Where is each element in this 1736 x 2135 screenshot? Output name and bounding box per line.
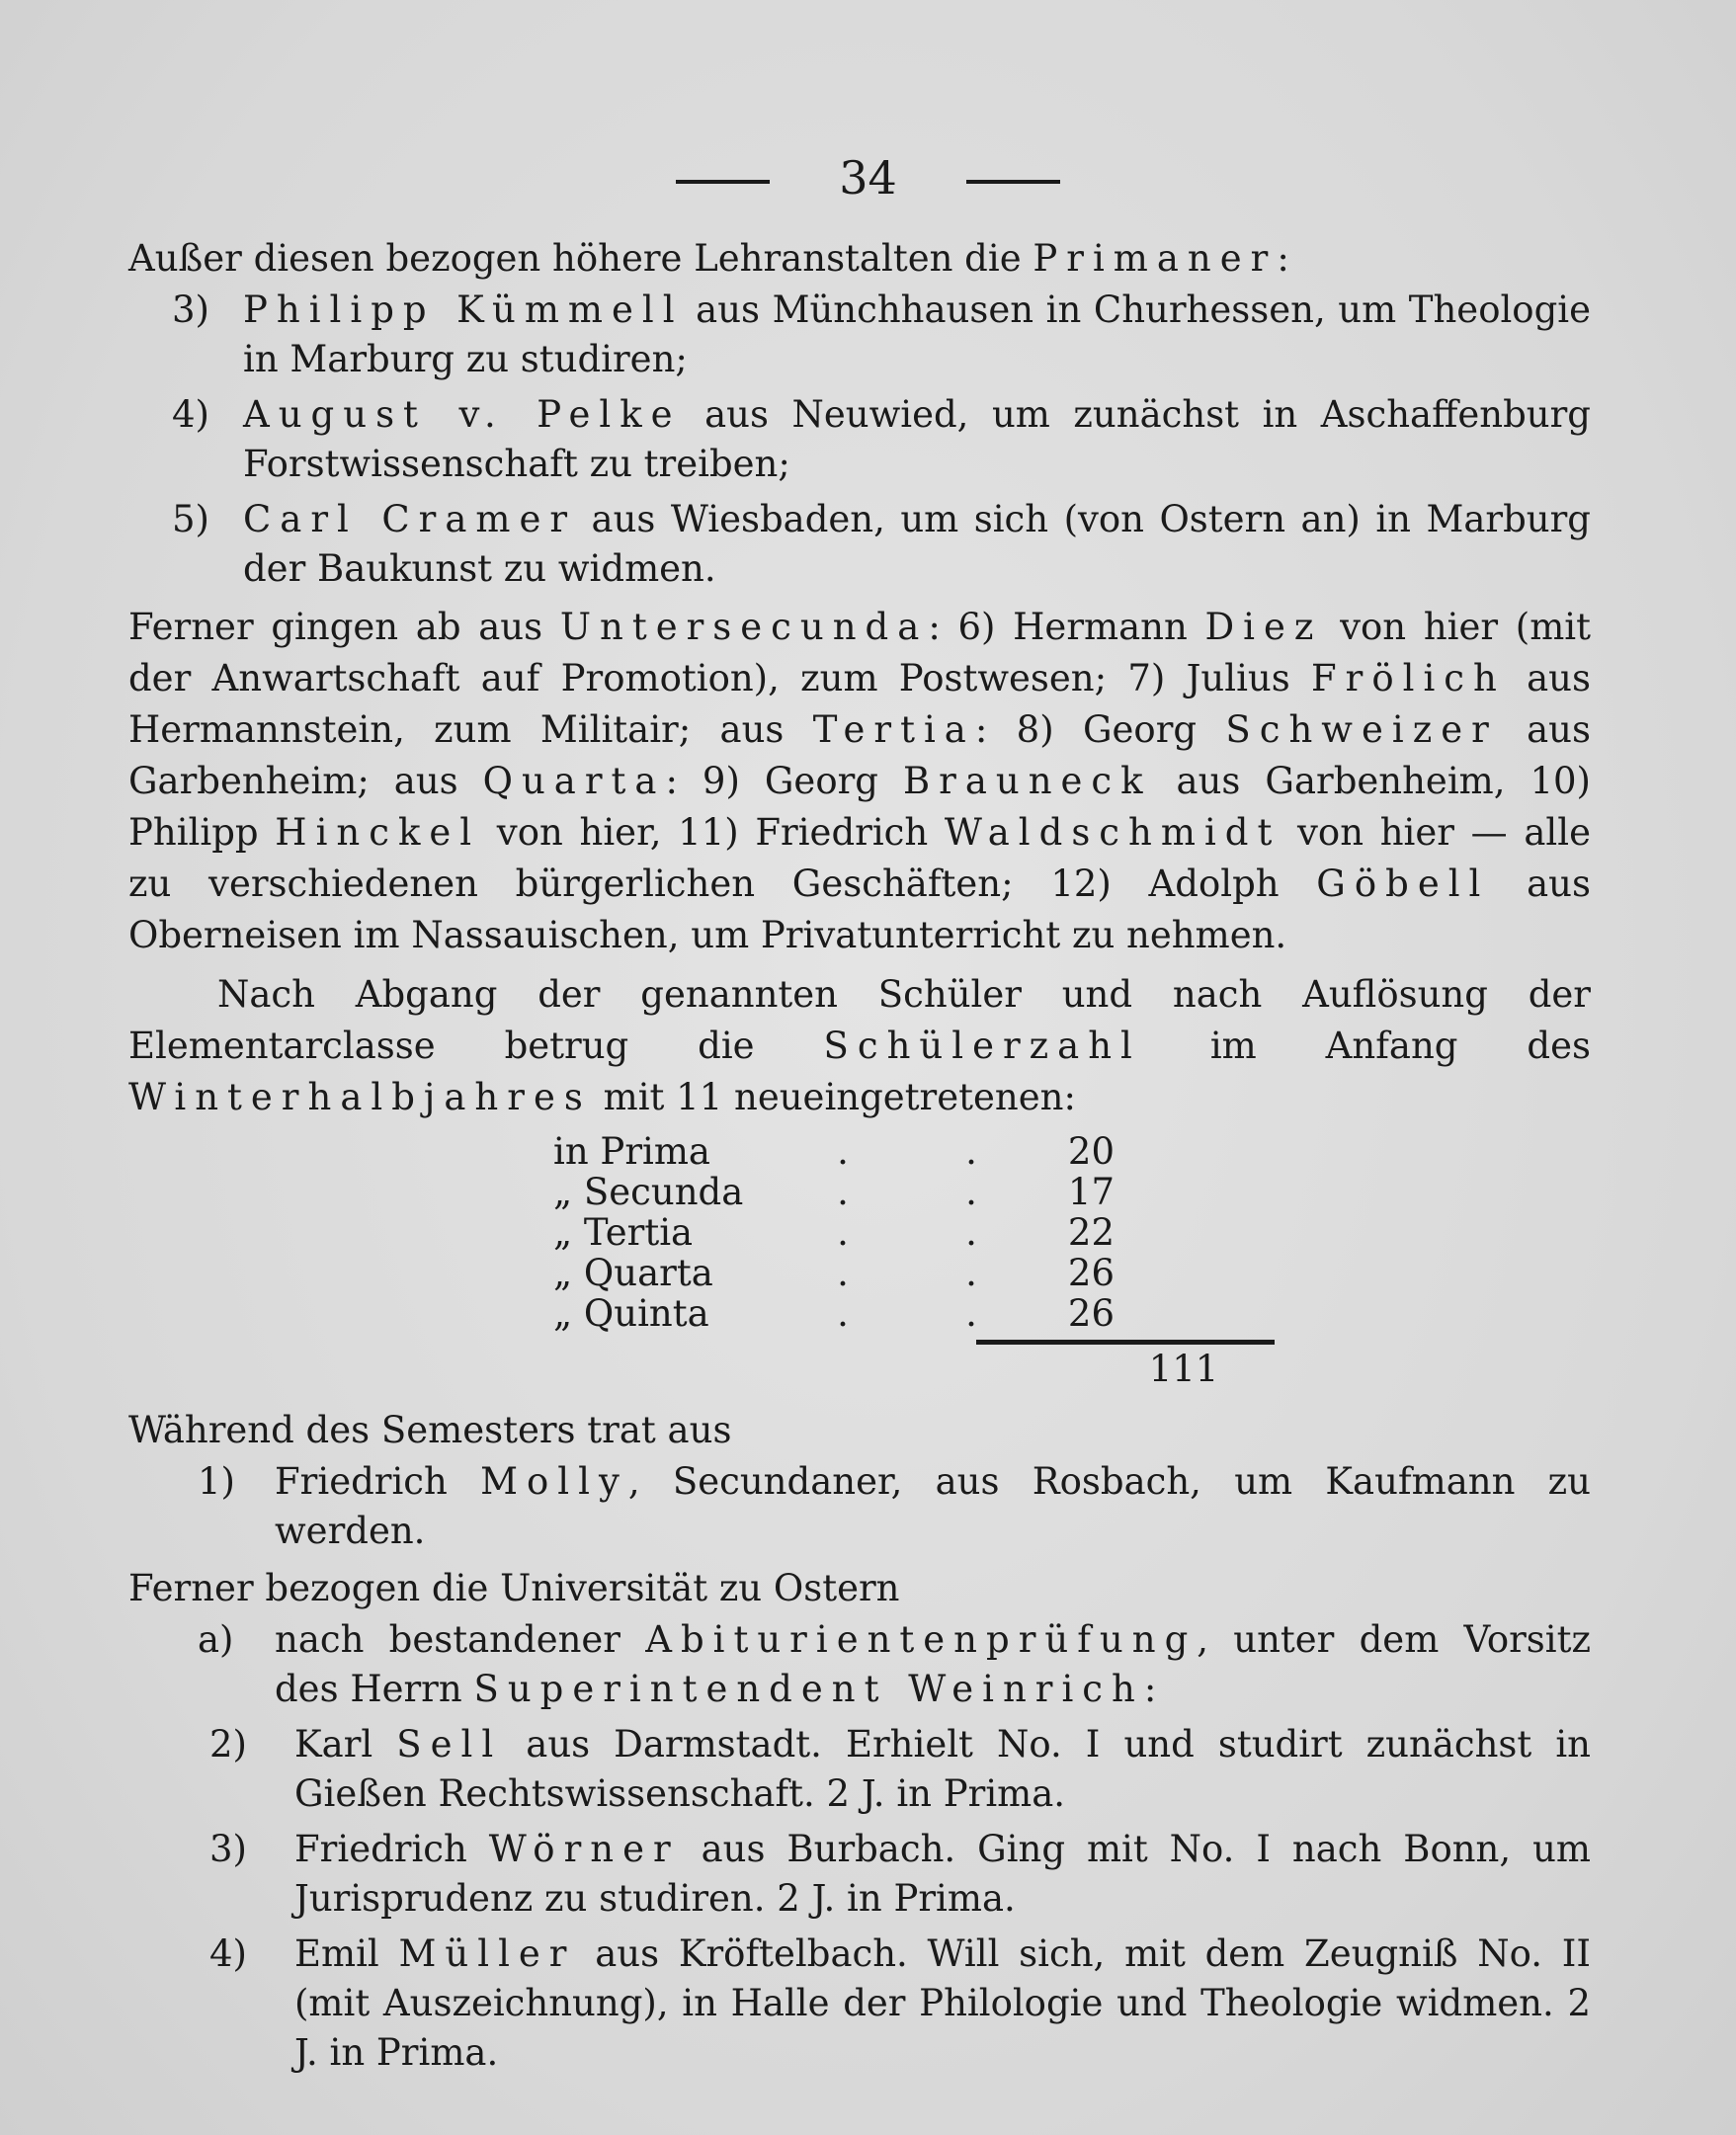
table-row: „ Quinta . . 26 [553, 1292, 1115, 1335]
intro-line: Außer diesen bezogen höhere Lehranstalten die Primaner: [128, 237, 1289, 280]
page-header [0, 148, 1736, 207]
list-item: 3) Friedrich Wörner aus Burbach. Ging mit No. I nach Bonn, um Jurisprudenz zu studiren. 2 J. in Prima. [209, 1828, 1591, 1920]
list-item: 4) August v. Pelke aus Neuwied, um zunächst in Aschaffenburg Forstwissenschaft zu treiben; [172, 393, 1591, 485]
header-rule-left [676, 180, 770, 184]
table-row: „ Tertia . . 22 [553, 1211, 1115, 1254]
table-row: in Prima . . 20 [553, 1130, 1115, 1173]
header-rule-right [966, 180, 1060, 184]
waehrend-heading: Während des Semesters trat aus [128, 1409, 732, 1451]
table-row: „ Quarta . . 26 [553, 1252, 1115, 1294]
list-item: 3) Philipp Kümmell aus Münchhausen in Churhessen, um Theologie in Marburg zu studiren; [172, 288, 1591, 380]
abitur-list [128, 1615, 1591, 1714]
enrollment-table [553, 1131, 1304, 1394]
abiturienten-list [128, 1720, 1591, 2078]
page-number: 34 [839, 151, 897, 205]
austritt-list [128, 1457, 1591, 1556]
table-row: „ Secunda . . 17 [553, 1171, 1115, 1213]
list-item: 2) Karl Sell aus Darmstadt. Erhielt No. I und studirt zunächst in Gießen Rechtswissenschaft. 2 J. in Prima. [209, 1723, 1591, 1815]
nach-paragraph: Nach Abgang der genannten Schüler und nach Auflösung der Elementarclasse betrug die Schülerzahl im Anfang des Winterhalbjahres mit 11 neueingetretenen: [128, 973, 1591, 1118]
list-item: a) nach bestandener Abiturientenprüfung, unter dem Vorsitz des Herrn Superintendent Weinrich: [198, 1618, 1591, 1710]
list-item: 5) Carl Cramer aus Wiesbaden, um sich (von Ostern an) in Marburg der Baukunst zu widmen. [172, 498, 1591, 590]
total-value: 111 [1148, 1348, 1219, 1390]
sum-rule [976, 1340, 1275, 1345]
page-body [128, 232, 1591, 2084]
list-item: 4) Emil Müller aus Kröftelbach. Will sich, mit dem Zeugniß No. II (mit Auszeichnung), in Halle der Philologie und Theologie widmen. 2 J. in Prima. [209, 1932, 1591, 2074]
primaner-list [128, 286, 1591, 594]
universitaet-heading: Ferner bezogen die Universität zu Ostern [128, 1567, 900, 1609]
ferner-paragraph: Ferner gingen ab aus Untersecunda: 6) Hermann Diez von hier (mit der Anwartschaft auf Promotion), zum Postwesen; 7) Julius Frölich aus Hermannstein, zum Militair; aus Tertia: 8) Georg Schweizer aus Garbenheim; aus Quarta: 9) Georg Brauneck aus Garbenheim, 10) Philipp Hinckel von hier, 11) Friedrich Waldschmidt von hier — alle zu verschiedenen bürgerlichen Geschäften; 12) Adolph Göbell aus Oberneisen im Nassauischen, um Privatunterricht zu nehmen. [128, 606, 1592, 956]
list-item: 1) Friedrich Molly, Secundaner, aus Rosbach, um Kaufmann zu werden. [198, 1460, 1592, 1552]
